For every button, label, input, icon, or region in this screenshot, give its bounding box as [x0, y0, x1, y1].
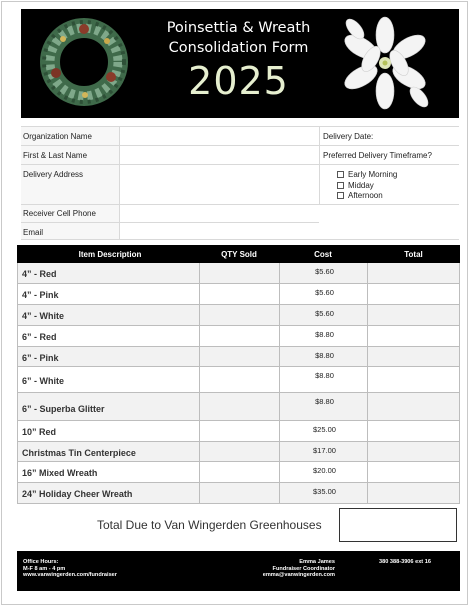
item-name: 4” - White	[22, 311, 64, 321]
phone-number-text: 380 388-3906 ext 16	[379, 559, 431, 565]
item-name: 16” Mixed Wreath	[22, 468, 98, 478]
table-row	[17, 347, 460, 367]
item-name: 4” - Red	[22, 269, 57, 279]
total-due-label: Total Due to Van Wingerden Greenhouses	[97, 518, 322, 532]
afternoon-checkbox[interactable]: Afternoon	[337, 191, 383, 200]
table-row	[17, 421, 460, 442]
organization-name-field[interactable]	[120, 127, 318, 144]
item-cost: $5.60	[315, 309, 334, 318]
item-cost: $35.00	[313, 487, 336, 496]
item-cost: $8.80	[315, 371, 334, 380]
item-cost: $5.60	[315, 288, 334, 297]
item-cost: $8.80	[315, 330, 334, 339]
table-row	[17, 367, 460, 393]
email-field[interactable]	[120, 223, 458, 238]
total-header: Total	[404, 250, 423, 259]
checkbox-icon	[337, 192, 344, 199]
item-cost: $5.60	[315, 267, 334, 276]
table-row	[17, 326, 460, 347]
table-row	[17, 305, 460, 326]
items-table	[17, 245, 460, 505]
first-last-name-field[interactable]	[120, 146, 318, 163]
form-year: 2025	[188, 59, 289, 103]
table-row	[17, 462, 460, 483]
table-row	[17, 263, 460, 284]
contact-info-table	[21, 126, 459, 240]
item-cost: $8.80	[315, 351, 334, 360]
delivery-address-label: Delivery Address	[23, 170, 84, 179]
organization-name-label: Organization Name	[23, 132, 92, 141]
qty-sold-header: QTY Sold	[221, 250, 257, 259]
footer-bar	[17, 551, 460, 591]
wreath-image	[37, 15, 131, 109]
item-name: 24” Holiday Cheer Wreath	[22, 489, 133, 499]
item-name: 10” Red	[22, 427, 57, 437]
delivery-address-field[interactable]	[120, 165, 318, 203]
table-row	[17, 393, 460, 421]
delivery-date-label: Delivery Date:	[323, 132, 374, 141]
checkbox-icon	[337, 182, 344, 189]
first-last-name-label: First & Last Name	[23, 151, 88, 160]
receiver-cell-phone-field[interactable]	[120, 205, 458, 221]
item-name: 6” - White	[22, 376, 64, 386]
items-table-header	[17, 245, 460, 263]
midday-checkbox[interactable]: Midday	[337, 181, 374, 190]
item-description-header: Item Description	[78, 250, 142, 259]
white-poinsettia-image	[335, 13, 435, 113]
header-banner	[21, 9, 459, 118]
item-cost: $17.00	[313, 446, 336, 455]
table-row	[17, 442, 460, 462]
item-name: 6” - Superba Glitter	[22, 404, 105, 414]
office-hours-text: Office Hours: M-F 8 am - 4 pm www.vanwingerden.com/fundraiser	[23, 559, 117, 578]
receiver-cell-phone-label: Receiver Cell Phone	[23, 209, 96, 218]
coordinator-contact-text: Emma James Fundraiser Coordinator emma@vanwingerden.com	[262, 559, 335, 578]
email-label: Email	[23, 228, 44, 237]
early-morning-checkbox[interactable]: Early Morning	[337, 170, 397, 179]
form-title: Poinsettia & Wreath Consolidation Form	[166, 20, 311, 56]
item-name: Christmas Tin Centerpiece	[22, 448, 136, 458]
item-name: 6” - Pink	[22, 353, 59, 363]
table-row	[17, 483, 460, 504]
item-cost: $25.00	[313, 425, 336, 434]
table-row	[17, 284, 460, 305]
item-name: 6” - Red	[22, 332, 57, 342]
item-name: 4” - Pink	[22, 290, 59, 300]
item-cost: $20.00	[313, 466, 336, 475]
total-due-field[interactable]	[339, 508, 457, 542]
cost-header: Cost	[314, 250, 332, 259]
preferred-timeframe-label: Preferred Delivery Timeframe?	[323, 151, 432, 160]
item-cost: $8.80	[315, 397, 334, 406]
checkbox-icon	[337, 171, 344, 178]
